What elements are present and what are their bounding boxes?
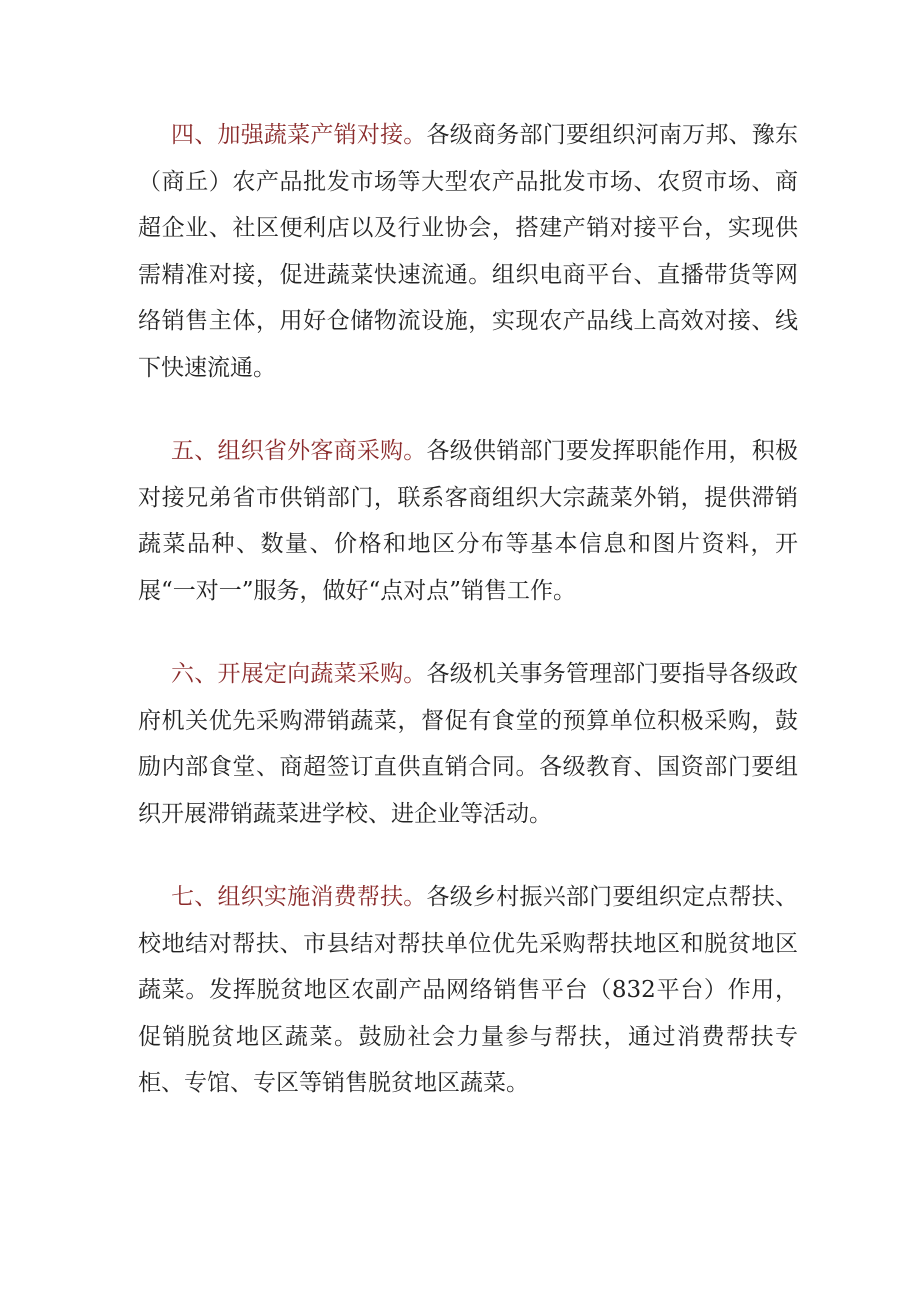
- paragraph-text: 各级乡村振兴部门要组织定点帮扶、校地结对帮扶、市县结对帮扶单位优先采购帮扶地区和脱贫地区蔬菜。发挥脱贫地区农副产品网络销售平台（832平台）作用，促销脱贫地区蔬菜。鼓励社会力量参与帮扶，通过消费帮扶专柜、专馆、专区等销售脱贫地区蔬菜。: [138, 884, 799, 1096]
- paragraph-heading: 七、组织实施消费帮扶。: [171, 884, 427, 910]
- document-body: [138, 112, 798, 1144]
- paragraph-seven: [138, 874, 798, 1107]
- paragraph-heading: 五、组织省外客商采购。: [171, 438, 427, 464]
- paragraph-five: [138, 428, 798, 614]
- paragraph-text: 各级商务部门要组织河南万邦、豫东（商丘）农产品批发市场等大型农产品批发市场、农贸市场、商超企业、社区便利店以及行业协会，搭建产销对接平台，实现供需精准对接，促进蔬菜快速流通。组织电商平台、直播带货等网络销售主体，用好仓储物流设施，实现农产品线上高效对接、线下快速流通。: [138, 122, 799, 381]
- paragraph-heading: 四、加强蔬菜产销对接。: [171, 122, 427, 148]
- paragraph-text: 各级供销部门要发挥职能作用，积极对接兄弟省市供销部门，联系客商组织大宗蔬菜外销，提供滞销蔬菜品种、数量、价格和地区分布等基本信息和图片资料，开展“一对一”服务，做好“点对点”销售工作。: [138, 438, 799, 604]
- paragraph-four: [138, 112, 798, 391]
- paragraph-six: [138, 651, 798, 837]
- paragraph-text: 各级机关事务管理部门要指导各级政府机关优先采购滞销蔬菜，督促有食堂的预算单位积极采购，鼓励内部食堂、商超签订直供直销合同。各级教育、国资部门要组织开展滞销蔬菜进学校、进企业等活动。: [138, 661, 799, 827]
- paragraph-heading: 六、开展定向蔬菜采购。: [171, 661, 427, 687]
